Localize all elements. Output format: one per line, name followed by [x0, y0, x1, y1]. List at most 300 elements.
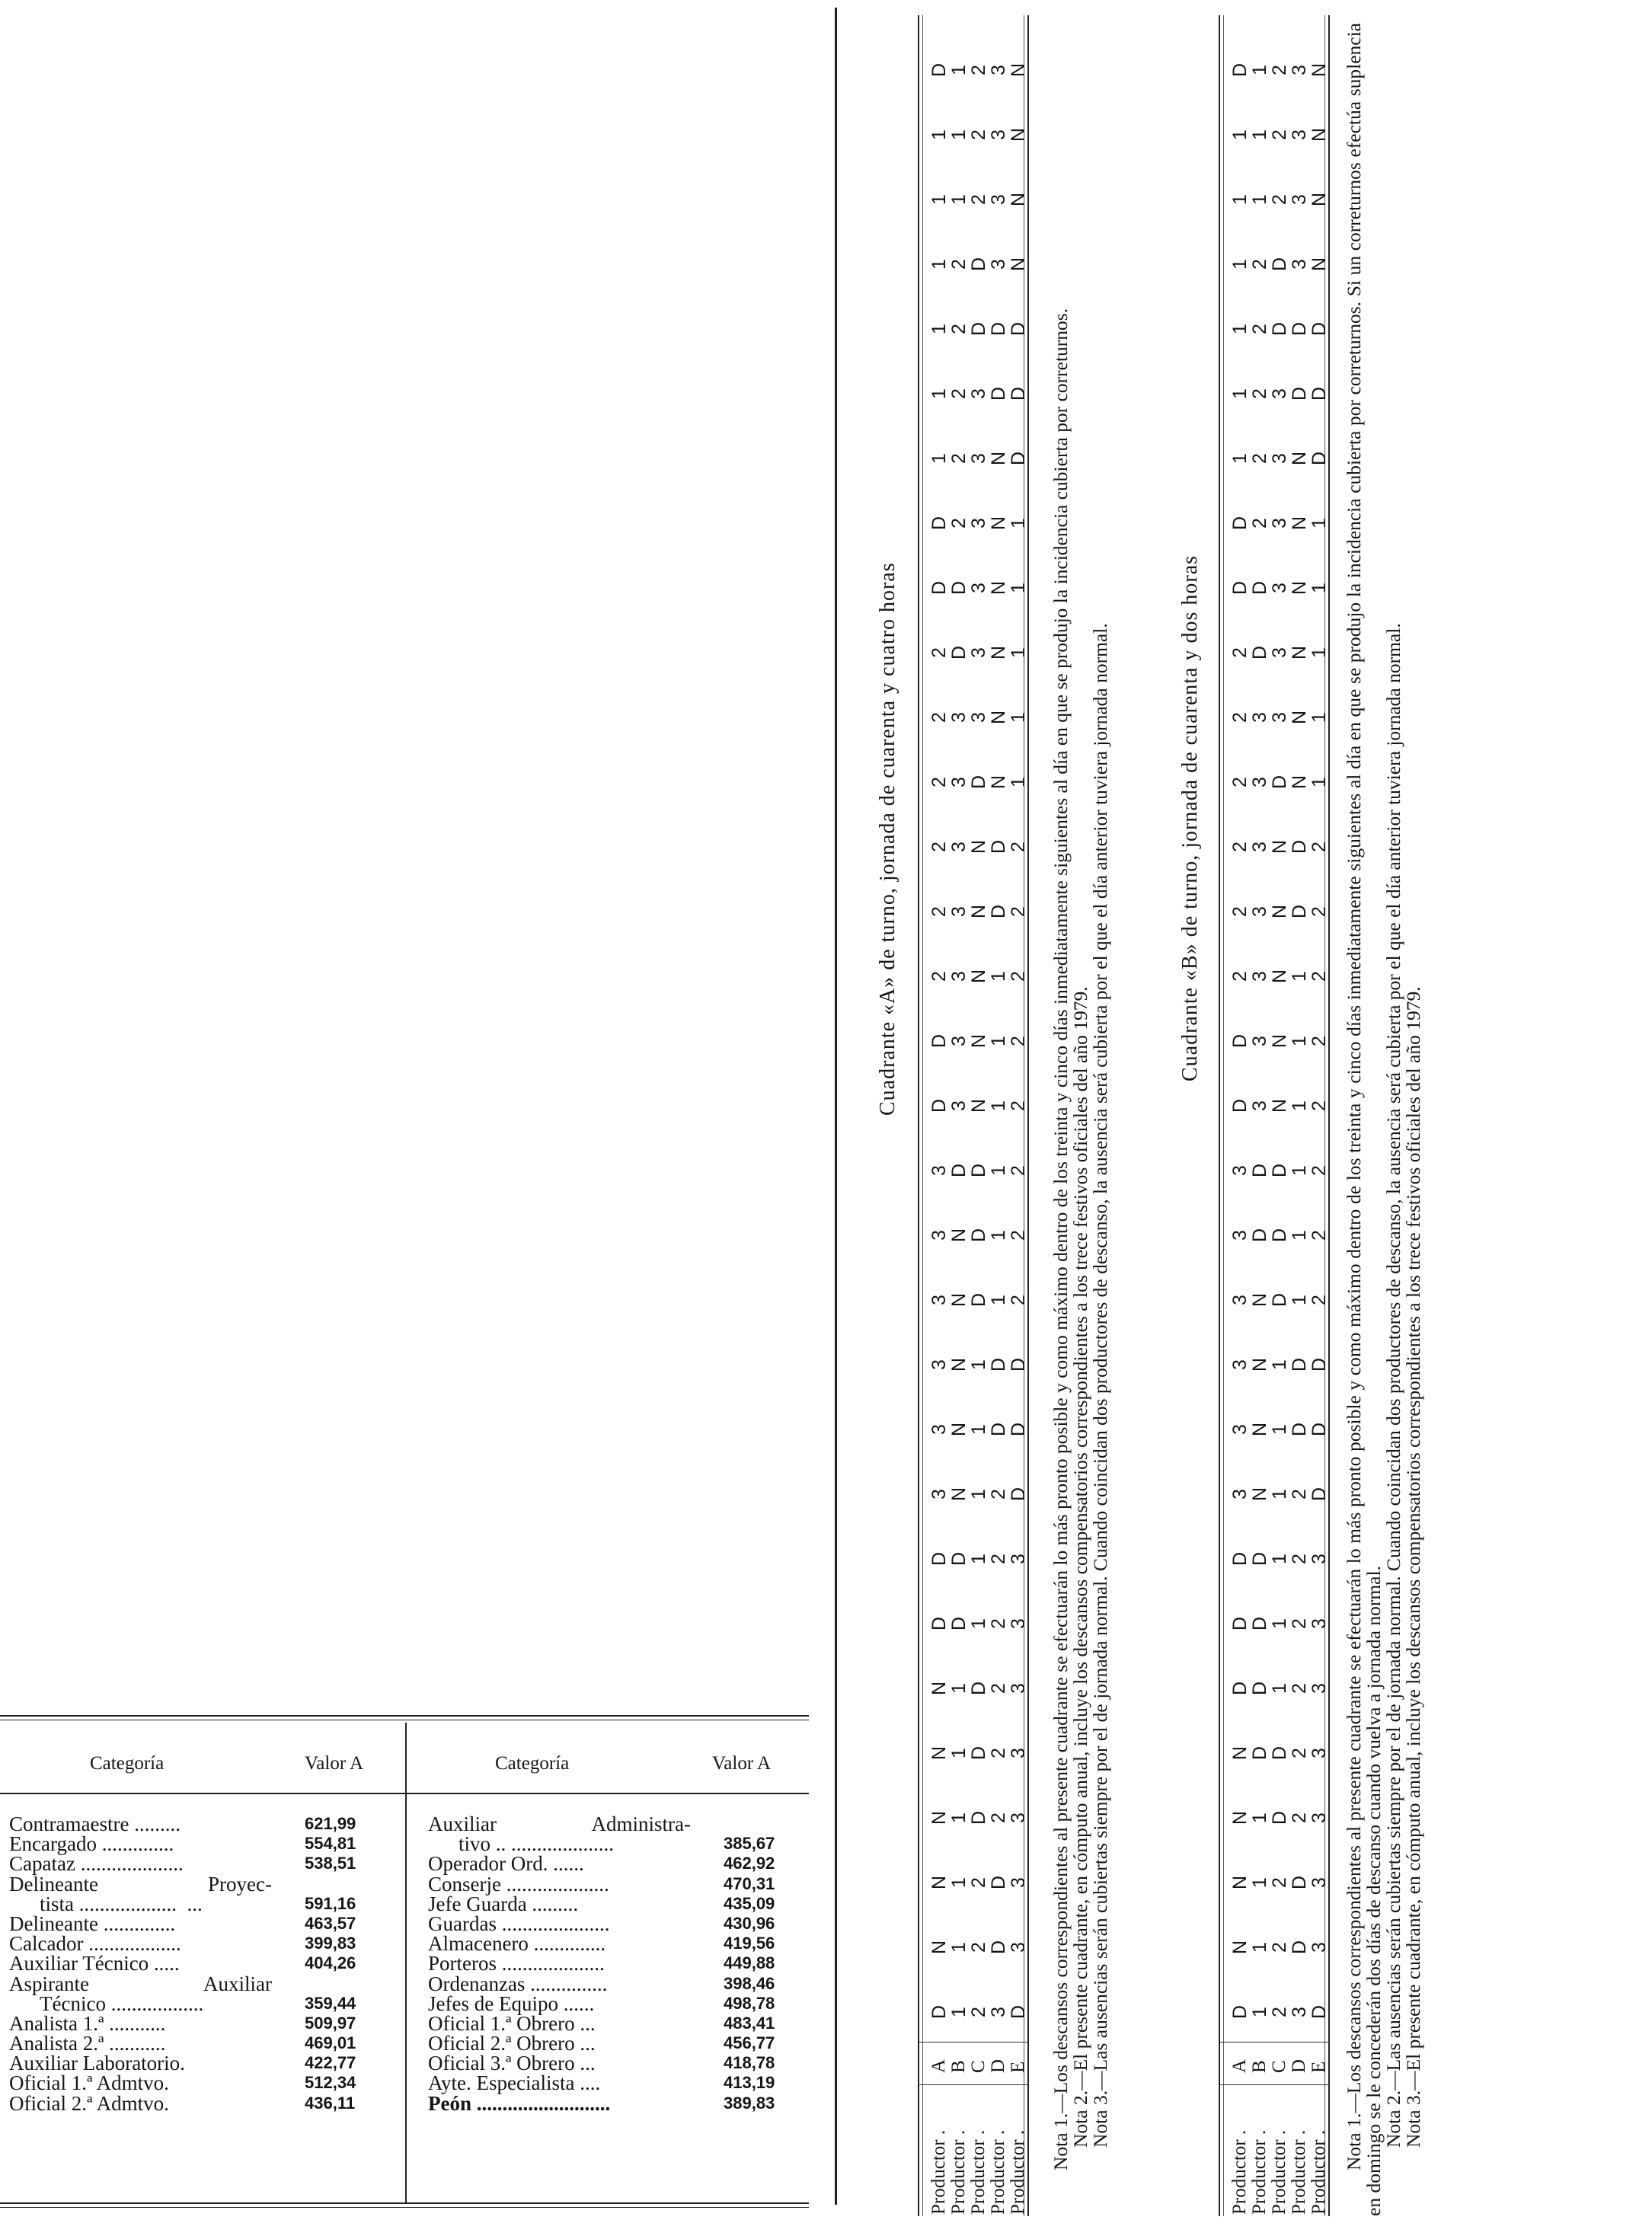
category-name: Aspirante Auxiliar	[9, 1972, 272, 1995]
schedule-cell: D	[948, 1163, 970, 1178]
schedule-cell: 1	[948, 1813, 970, 1823]
schedule-cell: 3	[928, 1230, 950, 1241]
schedule-cell: D	[988, 386, 1009, 401]
schedule-cell: 2	[968, 194, 989, 205]
schedule-cell: N	[1249, 1292, 1270, 1308]
schedule-cell: 2	[988, 1618, 1009, 1629]
schedule-cell: 2	[948, 518, 970, 529]
schedule-cell: 1	[1308, 777, 1330, 787]
schedule-cell: N	[1308, 257, 1330, 272]
category-value: 385,67	[724, 1834, 775, 1854]
productor-letter: C	[1269, 2060, 1289, 2073]
category-name: tista ................... ...	[40, 1892, 203, 1915]
category-value: 591,16	[305, 1893, 356, 1913]
schedule-cell: 1	[1229, 388, 1251, 399]
schedule-cell: N	[1269, 969, 1290, 984]
schedule-cell: 3	[1229, 1230, 1251, 1241]
schedule-cell: D	[928, 2004, 950, 2020]
table-top-rule	[0, 1715, 809, 1717]
schedule-cell: D	[988, 839, 1009, 854]
schedule-cell: 1	[1229, 194, 1251, 205]
left-category-names	[9, 1814, 272, 2113]
schedule-cell: 3	[988, 129, 1009, 140]
schedule-cell: 3	[1249, 842, 1270, 852]
schedule-cell: 2	[1249, 388, 1270, 399]
schedule-cell: 2	[1289, 1618, 1310, 1629]
header-categoria-left: Categoría	[90, 1753, 165, 1774]
schedule-cell: 2	[988, 1813, 1009, 1823]
schedule-cell: 2	[968, 1942, 989, 1953]
schedule-cell: 2	[1308, 1100, 1330, 1111]
schedule-cell: D	[968, 1746, 989, 1761]
category-value: 462,92	[724, 1854, 775, 1873]
schedule-cell: D	[948, 1616, 970, 1631]
schedule-cell: 1	[988, 1036, 1009, 1046]
header-categoria-right: Categoría	[495, 1753, 570, 1774]
schedule-cell: 1	[1229, 259, 1251, 270]
schedule-cell: 1	[1008, 777, 1029, 787]
schedule-cell: D	[1229, 1033, 1251, 1049]
category-value: 418,78	[724, 2053, 775, 2073]
schedule-cell: 3	[928, 1424, 950, 1435]
schedule-cell: D	[1308, 321, 1330, 337]
schedule-cell: 2	[1008, 906, 1029, 917]
schedule-cell: 3	[1269, 453, 1290, 464]
schedule-cell: 3	[1249, 1036, 1270, 1046]
schedule-cell: 1	[1269, 1359, 1290, 1370]
schedule-cell: 3	[928, 1359, 950, 1370]
category-name: Calcador ..................	[9, 1932, 181, 1956]
cuadrante-a-title: Cuadrante «A» de turno, jornada de cuarenta y cuatro horas	[876, 562, 899, 1116]
category-value: 398,46	[724, 1973, 775, 1993]
category-value: 509,97	[305, 2013, 356, 2033]
schedule-cell: 2	[1269, 1877, 1290, 1888]
schedule-cell: 2	[988, 1554, 1009, 1564]
category-value: 399,83	[305, 1934, 356, 1953]
schedule-cell: N	[1308, 192, 1330, 207]
schedule-cell: 2	[1289, 1748, 1310, 1758]
schedule-cell: 2	[1269, 194, 1290, 205]
schedule-cell: 1	[1269, 1683, 1290, 1694]
schedule-cell: D	[1249, 1616, 1270, 1631]
schedule-cell: 1	[928, 194, 950, 205]
schedule-cell: 3	[968, 518, 989, 529]
category-name: Almacenero ..............	[428, 1932, 606, 1956]
schedule-cell: 2	[1229, 842, 1251, 852]
schedule-cell: 3	[1008, 1877, 1029, 1888]
schedule-cell: 1	[1289, 1230, 1310, 1241]
schedule-cell: D	[1308, 386, 1330, 401]
schedule-cell: 2	[968, 1877, 989, 1888]
schedule-cell: D	[948, 645, 970, 660]
schedule-cell: D	[968, 321, 989, 337]
productor-letter: B	[1249, 2060, 1270, 2073]
productor-letter: B	[948, 2060, 969, 2073]
schedule-cell: N	[968, 1098, 989, 1113]
cuadrante-b-note-1: Nota 1.—Los descansos correspondientes al presente cuadrante se efectuarán lo más pronto posible y como máximo dentro de los treinta y cinco días inmediatamente siguientes al día en que se produjo la incidencia cubierta por correturnos. Si un correturnos efectúa suplencia en domingo se le concederán dos días de descanso cuando vuelva a jornada normal.	[1343, 23, 1385, 2216]
schedule-cell: 2	[1289, 1683, 1310, 1694]
schedule-cell: D	[1269, 1810, 1290, 1825]
schedule-cell: D	[948, 1551, 970, 1567]
schedule-cell: N	[988, 775, 1009, 790]
schedule-cell: 1	[1289, 1036, 1310, 1046]
header-rule	[0, 1793, 809, 1794]
cuadrante-a-notes	[1051, 23, 1110, 2216]
schedule-cell: D	[1008, 386, 1029, 401]
schedule-cell: 2	[928, 777, 950, 787]
schedule-cell: 1	[988, 1100, 1009, 1111]
schedule-cell: N	[1289, 775, 1310, 790]
schedule-cell: 2	[968, 65, 989, 75]
schedule-cell: 3	[968, 388, 989, 399]
schedule-cell: 2	[928, 712, 950, 723]
category-value: 404,26	[305, 1953, 356, 1973]
schedule-cell: D	[948, 580, 970, 596]
schedule-cell: 1	[948, 2007, 970, 2017]
schedule-cell: 3	[1229, 1489, 1251, 1500]
schedule-cell: D	[988, 904, 1009, 919]
schedule-cell: 2	[948, 259, 970, 270]
schedule-cell: 3	[1249, 712, 1270, 723]
productor-label: Productor .	[988, 2129, 1008, 2215]
schedule-cell: D	[988, 1940, 1009, 1955]
schedule-cell: D	[988, 321, 1009, 337]
schedule-cell: 3	[1269, 583, 1290, 593]
schedule-cell: 2	[1308, 1036, 1330, 1046]
schedule-cell: N	[1008, 257, 1029, 272]
schedule-cell: D	[1289, 321, 1310, 337]
schedule-cell: D	[1008, 1422, 1029, 1437]
schedule-cell: 1	[948, 1683, 970, 1694]
schedule-cell: 2	[948, 453, 970, 464]
schedule-cell: 2	[928, 647, 950, 658]
schedule-cell: 3	[1249, 1100, 1270, 1111]
category-value: 436,11	[305, 2093, 356, 2113]
schedule-cell: 3	[1249, 777, 1270, 787]
category-value-table	[0, 1715, 809, 2207]
schedule-cell: D	[1289, 386, 1310, 401]
schedule-cell: 1	[968, 1554, 989, 1564]
schedule-cell: 3	[948, 906, 970, 917]
schedule-cell: 2	[1269, 65, 1290, 75]
schedule-cell: 1	[928, 129, 950, 140]
category-value: 538,51	[305, 1854, 356, 1873]
category-name: Analista 2.ª ...........	[9, 2032, 166, 2055]
schedule-cell: 1	[1269, 1618, 1290, 1629]
schedule-cell: 1	[1008, 712, 1029, 723]
schedule-cell: N	[928, 1875, 950, 1890]
schedule-cell: 1	[928, 259, 950, 270]
schedule-cell: 3	[1308, 1554, 1330, 1564]
table-column-divider	[405, 1723, 407, 2202]
schedule-cell: 3	[1289, 129, 1310, 140]
category-name: Auxiliar Administra-	[428, 1813, 691, 1835]
category-name: Porteros ....................	[428, 1952, 605, 1975]
schedule-cell: 3	[948, 712, 970, 723]
schedule-cell: D	[1229, 1616, 1251, 1631]
schedule-cell: N	[948, 1292, 970, 1308]
schedule-cell: 1	[1008, 518, 1029, 529]
cuadrante-a-note-3: Nota 3.—Las ausencias serán cubiertas siempre por el de jornada normal. Cuando coincidan dos productores de descanso, la ausencia será cubierta por el que el día anterior tuviera jornada normal.	[1089, 623, 1111, 2148]
schedule-cell: N	[1289, 516, 1310, 531]
schedule-cell: N	[968, 839, 989, 854]
schedule-cell: D	[968, 775, 989, 790]
category-name: Ordenanzas ...............	[428, 1972, 608, 1995]
schedule-cell: 2	[1008, 971, 1029, 982]
schedule-cell: N	[1229, 1940, 1251, 1955]
schedule-cell: 2	[1269, 2007, 1290, 2017]
schedule-cell: 3	[1008, 1942, 1029, 1953]
category-name: Jefe Guarda .........	[428, 1892, 579, 1915]
cuadrante-b-note-2: Nota 2.—Las ausencias serán cubiertas siempre por el de jornada normal. Cuando coincidan dos productores de descanso, la ausencia será cubierta por el que el día anterior tuviera jornada normal.	[1382, 623, 1404, 2148]
schedule-cell: N	[1249, 1357, 1270, 1372]
schedule-cell: 3	[1008, 1554, 1029, 1564]
schedule-cell: D	[1229, 516, 1251, 531]
schedule-cell: 1	[948, 194, 970, 205]
schedule-cell: N	[968, 904, 989, 919]
schedule-cell: 2	[1269, 129, 1290, 140]
category-name: Oficial 1.ª Admtvo.	[9, 2071, 169, 2095]
schedule-cell: 1	[1249, 65, 1270, 75]
schedule-cell: D	[968, 1292, 989, 1308]
productor-letter: E	[1008, 2061, 1028, 2073]
schedule-cell: 3	[1289, 194, 1310, 205]
category-name: Operador Ord. ......	[428, 1852, 584, 1876]
schedule-cell: D	[968, 1681, 989, 1696]
schedule-cell: 3	[988, 2007, 1009, 2017]
schedule-cell: D	[1249, 645, 1270, 660]
schedule-cell: N	[928, 1810, 950, 1825]
schedule-cell: 1	[928, 324, 950, 334]
schedule-cell: 3	[1229, 1424, 1251, 1435]
schedule-cell: D	[1008, 1357, 1029, 1372]
category-value: 430,96	[724, 1913, 775, 1933]
schedule-cell: 2	[1269, 1942, 1290, 1953]
category-value: 389,83	[724, 2093, 775, 2113]
category-name: Jefes de Equipo ......	[428, 1991, 595, 2015]
schedule-cell: 2	[1008, 1100, 1029, 1111]
schedule-cell: D	[1008, 2004, 1029, 2020]
schedule-cell: N	[948, 1422, 970, 1437]
schedule-cell: N	[1008, 62, 1029, 78]
schedule-cell: D	[928, 1551, 950, 1567]
schedule-cell: N	[988, 580, 1009, 596]
category-name: Oficial 2.ª Obrero ...	[428, 2032, 596, 2055]
schedule-cell: 2	[968, 2007, 989, 2017]
schedule-cell: 2	[1008, 1230, 1029, 1241]
schedule-cell: D	[1249, 1551, 1270, 1567]
schedule-cell: D	[988, 1357, 1009, 1372]
schedule-cell: 3	[1289, 65, 1310, 75]
schedule-cell: 1	[1008, 647, 1029, 658]
schedule-cell: 3	[1229, 1295, 1251, 1305]
schedule-cell: N	[948, 1357, 970, 1372]
category-value: 621,99	[305, 1814, 356, 1833]
schedule-cell: D	[1229, 62, 1251, 78]
category-name: tivo .. ....................	[459, 1832, 615, 1856]
rotated-shift-schedules	[834, 15, 1634, 2216]
schedule-cell: D	[1249, 1681, 1270, 1696]
schedule-cell: 3	[1249, 906, 1270, 917]
schedule-cell: 2	[1249, 324, 1270, 334]
schedule-cell: N	[1308, 127, 1330, 142]
schedule-cell: D	[1269, 1746, 1290, 1761]
productor-label: Productor .	[968, 2129, 989, 2215]
category-name: Auxiliar Laboratorio.	[9, 2052, 185, 2075]
category-value: 419,56	[724, 1934, 775, 1953]
schedule-cell: D	[1308, 1422, 1330, 1437]
schedule-cell: 3	[1229, 1165, 1251, 1176]
schedule-cell: 2	[1308, 971, 1330, 982]
schedule-cell: 1	[948, 1877, 970, 1888]
schedule-cell: N	[1008, 192, 1029, 207]
schedule-cell: D	[1289, 1875, 1310, 1890]
schedule-cell: N	[988, 451, 1009, 466]
schedule-cell: 2	[1008, 1295, 1029, 1305]
schedule-cell: D	[1008, 451, 1029, 466]
category-name: Oficial 2.ª Admtvo.	[9, 2091, 169, 2115]
schedule-cell: 3	[928, 1165, 950, 1176]
schedule-cell: 1	[948, 1748, 970, 1758]
schedule-cell: 2	[1229, 647, 1251, 658]
category-value: 413,19	[724, 2073, 775, 2093]
schedule-cell: 3	[928, 1489, 950, 1500]
schedule-cell: 3	[1008, 1618, 1029, 1629]
schedule-cell: 1	[968, 1618, 989, 1629]
schedule-cell: N	[1229, 1810, 1251, 1825]
schedule-cell: 1	[1269, 1554, 1290, 1564]
cuadrante-b-note-3: Nota 3.—El presente cuadrante, en cómputo anual, incluye los descansos compensatorios correspondientes a los trece festivos oficiales del año 1979.	[1402, 986, 1424, 2148]
productor-letter: A	[928, 2059, 949, 2073]
table-bottom-rule-thin	[0, 2207, 809, 2208]
schedule-cell: 1	[968, 1424, 989, 1435]
cuadrante-b-notes	[1344, 23, 1424, 2216]
schedule-cell: 3	[988, 65, 1009, 75]
category-value: 483,41	[724, 2013, 775, 2033]
schedule-cell: 2	[988, 1683, 1009, 1694]
schedule-cell: D	[1269, 321, 1290, 337]
cuadrante-a-grid	[918, 15, 1029, 2216]
schedule-cell: 2	[1308, 1165, 1330, 1176]
schedule-cell: 1	[1229, 453, 1251, 464]
schedule-cell: 3	[1308, 1683, 1330, 1694]
schedule-cell: N	[988, 710, 1009, 725]
schedule-cell: 2	[1308, 842, 1330, 852]
schedule-cell: 2	[928, 842, 950, 852]
schedule-cell: 1	[1008, 583, 1029, 593]
schedule-cell: 3	[1308, 1877, 1330, 1888]
schedule-cell: 2	[1308, 906, 1330, 917]
left-category-values	[305, 1814, 388, 2113]
schedule-cell: D	[968, 1228, 989, 1243]
schedule-cell: 2	[1289, 1813, 1310, 1823]
schedule-cell: 1	[1308, 647, 1330, 658]
schedule-cell: N	[948, 1228, 970, 1243]
schedule-cell: D	[1308, 2004, 1330, 2020]
schedule-cell: 1	[1249, 1942, 1270, 1953]
schedule-cell: 2	[1289, 1489, 1310, 1500]
cuadrante-a-note-2: Nota 2.—El presente cuadrante, en cómputo anual, incluye los descansos compensatorios correspondientes a los trece festivos oficiales del año 1979.	[1069, 986, 1091, 2148]
schedule-cell: N	[1269, 839, 1290, 854]
schedule-cell: D	[1229, 1681, 1251, 1696]
schedule-cell: 2	[988, 1489, 1009, 1500]
schedule-cell: D	[1269, 1228, 1290, 1243]
productor-letter: D	[1289, 2059, 1309, 2073]
schedule-cell: 2	[1229, 906, 1251, 917]
schedule-cell: 1	[1249, 194, 1270, 205]
schedule-cell: 3	[948, 777, 970, 787]
header-valor-left: Valor A	[305, 1753, 364, 1774]
schedule-cell: D	[928, 62, 950, 78]
schedule-cell: N	[1269, 904, 1290, 919]
schedule-cell: 1	[1289, 1295, 1310, 1305]
schedule-cell: 3	[928, 1295, 950, 1305]
schedule-cell: 1	[948, 65, 970, 75]
schedule-cell: N	[1249, 1487, 1270, 1502]
schedule-cell: 1	[988, 1165, 1009, 1176]
cuadrante-a-note-1: Nota 1.—Los descansos correspondientes al presente cuadrante se efectuarán lo más pronto posible y como máximo dentro de los treinta y cinco días inmediatamente siguientes al día en que se produjo la incidencia cubierta por correturnos.	[1050, 308, 1072, 2170]
schedule-cell: 2	[1229, 712, 1251, 723]
category-name: Contramaestre .........	[9, 1813, 181, 1835]
category-value	[305, 1874, 388, 1894]
schedule-cell: D	[1289, 1422, 1310, 1437]
category-value: 512,34	[305, 2073, 356, 2093]
schedule-cell: D	[928, 1033, 950, 1049]
schedule-cell: 3	[1269, 518, 1290, 529]
category-value: 435,09	[724, 1893, 775, 1913]
category-value: 449,88	[724, 1953, 775, 1973]
schedule-cell: 3	[1269, 712, 1290, 723]
category-value	[305, 1974, 388, 1994]
schedule-cell: 3	[988, 194, 1009, 205]
productor-letter: D	[988, 2059, 1008, 2073]
schedule-cell: 1	[948, 129, 970, 140]
category-value: 359,44	[305, 1993, 356, 2013]
category-value: 422,77	[305, 2053, 356, 2073]
schedule-cell: 3	[968, 583, 989, 593]
schedule-cell: 1	[1269, 1489, 1290, 1500]
schedule-cell: 3	[1308, 1942, 1330, 1953]
schedule-cell: D	[1289, 1940, 1310, 1955]
schedule-cell: N	[928, 1940, 950, 1955]
category-name: Peón ..........................	[428, 2091, 611, 2115]
schedule-cell: 2	[988, 1748, 1009, 1758]
schedule-cell: N	[968, 969, 989, 984]
schedule-cell: 1	[1249, 2007, 1270, 2017]
schedule-cell: N	[1229, 1746, 1251, 1761]
schedule-cell: 3	[1289, 259, 1310, 270]
productor-label: Productor .	[1249, 2129, 1270, 2215]
category-name: Conserje ....................	[428, 1872, 609, 1896]
category-name: Auxiliar Técnico .....	[9, 1952, 180, 1975]
schedule-cell: N	[1308, 62, 1330, 78]
schedule-cell: 3	[1289, 2007, 1310, 2017]
schedule-cell: 2	[948, 388, 970, 399]
cuadrante-b-title: Cuadrante «B» de turno, jornada de cuarenta y dos horas	[1178, 554, 1202, 1081]
category-name: Capataz ....................	[9, 1852, 184, 1876]
schedule-cell: D	[1229, 2004, 1251, 2020]
category-name: Guardas .....................	[428, 1912, 610, 1935]
productor-letter: A	[1229, 2059, 1250, 2073]
schedule-cell: 1	[1269, 1424, 1290, 1435]
schedule-cell: D	[1229, 580, 1251, 596]
right-category-values	[724, 1814, 807, 2113]
productor-label: Productor .	[948, 2129, 969, 2215]
schedule-cell: D	[968, 1163, 989, 1178]
productor-label: Productor .	[928, 2129, 949, 2215]
category-name: Oficial 3.ª Obrero ...	[428, 2052, 596, 2075]
schedule-cell: 1	[1308, 518, 1330, 529]
